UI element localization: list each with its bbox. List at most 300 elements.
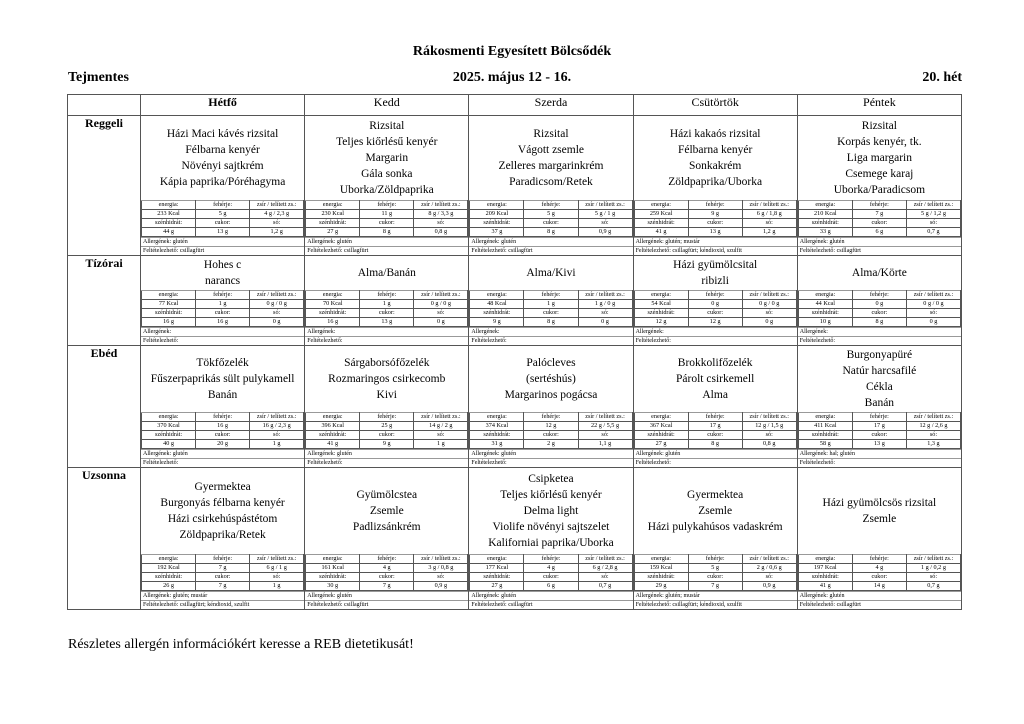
sugar-label: cukor: — [524, 219, 578, 228]
carb-value: 27 g — [306, 228, 360, 237]
salt-value: 0,7 g — [906, 228, 960, 237]
salt-value: 1 g — [250, 582, 304, 591]
possible-allergen-line: Feltételezhető: csillagfürt — [798, 600, 961, 609]
sugar-value: 8 g — [524, 228, 578, 237]
meal-row — [68, 256, 962, 346]
fat-label: zsír / telített zs.: — [578, 413, 632, 422]
nutrition-table — [798, 200, 961, 237]
carb-value: 29 g — [634, 582, 688, 591]
food-list — [798, 116, 961, 200]
protein-value: 1 g — [360, 300, 414, 309]
salt-value: 0,9 g — [742, 582, 796, 591]
nutrition-table — [798, 290, 961, 327]
energy-label: energia: — [634, 201, 688, 210]
nutrition-table — [469, 200, 632, 237]
fat-value: 5 g / 1,2 g — [906, 210, 960, 219]
energy-label: energia: — [634, 291, 688, 300]
protein-value: 1 g — [524, 300, 578, 309]
carb-value: 10 g — [798, 318, 852, 327]
allergen-line: Allergének: glutén — [469, 449, 632, 458]
food-list — [469, 468, 632, 554]
fat-value: 0 g / 0 g — [742, 300, 796, 309]
fat-label: zsír / telített zs.: — [742, 555, 796, 564]
protein-label: fehérje: — [196, 201, 250, 210]
menu-table — [67, 94, 962, 610]
energy-label: energia: — [470, 413, 524, 422]
food-item: Gyermektea — [194, 481, 251, 493]
protein-label: fehérje: — [196, 413, 250, 422]
possible-allergen-line: Feltételezhető: — [141, 336, 304, 345]
food-item: Sonkakrém — [688, 160, 742, 172]
footer-note: Részletes allergén információkért keresse a REB dietetikusát! — [68, 637, 414, 652]
carb-label: szénhidrát: — [142, 431, 196, 440]
protein-label: fehérje: — [688, 291, 742, 300]
food-item: Alma/Körte — [851, 267, 907, 279]
food-item: Banán — [207, 389, 238, 401]
sugar-value: 8 g — [688, 440, 742, 449]
possible-allergen-line: Feltételezhető: — [469, 336, 632, 345]
energy-label: energia: — [798, 291, 852, 300]
fat-value: 12 g / 2,6 g — [906, 422, 960, 431]
allergen-line: Allergének: glutén; mustár — [634, 237, 797, 246]
salt-label: só: — [250, 219, 304, 228]
allergen-line: Allergének: hal; glutén — [798, 449, 961, 458]
carb-label: szénhidrát: — [798, 431, 852, 440]
allergen-line: Allergének: glutén — [469, 591, 632, 600]
salt-value: 0,9 g — [578, 228, 632, 237]
salt-label: só: — [578, 431, 632, 440]
sugar-value: 13 g — [688, 228, 742, 237]
possible-allergen-line: Feltételezhető: — [305, 336, 468, 345]
possible-allergen-line: Feltételezhető: csillagfürt; kéndioxid, szulfit — [634, 600, 797, 609]
salt-value: 1,3 g — [906, 440, 960, 449]
food-item: Növényi sajtkrém — [181, 160, 264, 172]
food-item: Házi gyümölcsös rizsital — [822, 497, 937, 509]
fat-value: 12 g / 1,5 g — [742, 422, 796, 431]
protein-label: fehérje: — [852, 555, 906, 564]
date-range: 2025. május 12 - 16. — [452, 70, 572, 85]
sugar-label: cukor: — [196, 431, 250, 440]
menu-cell — [633, 256, 797, 346]
protein-label: fehérje: — [360, 201, 414, 210]
allergen-line: Allergének: glutén — [634, 449, 797, 458]
food-item: Zöldpaprika/Uborka — [668, 176, 763, 188]
protein-value: 17 g — [688, 422, 742, 431]
sugar-value: 9 g — [360, 440, 414, 449]
sugar-label: cukor: — [852, 573, 906, 582]
food-list — [469, 256, 632, 290]
sugar-value: 2 g — [524, 440, 578, 449]
protein-value: 9 g — [688, 210, 742, 219]
meal-row — [68, 468, 962, 610]
sugar-value: 16 g — [196, 318, 250, 327]
fat-value: 6 g / 2,8 g — [578, 564, 632, 573]
page-title: Rákosmenti Egyesített Bölcsődék — [412, 44, 612, 59]
food-item: Csipketea — [528, 473, 574, 485]
salt-value: 1 g — [414, 440, 468, 449]
food-item: Korpás kenyér, tk. — [837, 136, 922, 148]
food-item: Alma/Banán — [357, 267, 416, 279]
fat-value: 1 g / 0,2 g — [906, 564, 960, 573]
menu-cell — [305, 346, 469, 468]
fat-value: 22 g / 5,5 g — [578, 422, 632, 431]
protein-value: 7 g — [852, 210, 906, 219]
food-item: Kápia paprika/Póréhagyma — [159, 176, 286, 188]
fat-value: 0 g / 0 g — [414, 300, 468, 309]
sugar-value: 12 g — [688, 318, 742, 327]
fat-label: zsír / telített zs.: — [742, 413, 796, 422]
energy-label: energia: — [634, 413, 688, 422]
nutrition-table — [141, 290, 304, 327]
carb-value: 27 g — [634, 440, 688, 449]
food-list — [798, 346, 961, 412]
energy-value: 259 Kcal — [634, 210, 688, 219]
salt-value: 1 g — [250, 440, 304, 449]
sugar-label: cukor: — [360, 309, 414, 318]
carb-value: 58 g — [798, 440, 852, 449]
protein-label: fehérje: — [852, 291, 906, 300]
nutrition-table — [469, 290, 632, 327]
energy-label: energia: — [470, 201, 524, 210]
food-item: narancs — [205, 275, 241, 287]
menu-cell — [633, 468, 797, 610]
food-list — [305, 116, 468, 200]
fat-value: 0 g / 0 g — [250, 300, 304, 309]
salt-label: só: — [414, 309, 468, 318]
food-item: Fűszerpaprikás sült pulykamell — [150, 373, 295, 385]
energy-value: 396 Kcal — [306, 422, 360, 431]
food-item: Rizsital — [369, 120, 405, 132]
food-item: Margarin — [365, 152, 409, 164]
energy-value: 54 Kcal — [634, 300, 688, 309]
protein-value: 25 g — [360, 422, 414, 431]
energy-label: energia: — [142, 555, 196, 564]
carb-value: 30 g — [306, 582, 360, 591]
sugar-value: 13 g — [852, 440, 906, 449]
carb-label: szénhidrát: — [142, 573, 196, 582]
possible-allergen-line: Feltételezhető: — [141, 458, 304, 467]
protein-value: 16 g — [196, 422, 250, 431]
menu-cell — [633, 116, 797, 256]
allergen-line: Allergének: glutén; mustár — [141, 591, 304, 600]
salt-label: só: — [906, 431, 960, 440]
fat-value: 2 g / 0,6 g — [742, 564, 796, 573]
menu-cell — [141, 346, 305, 468]
fat-value: 1 g / 0 g — [578, 300, 632, 309]
sugar-label: cukor: — [688, 219, 742, 228]
allergen-line: Allergének: glutén — [798, 591, 961, 600]
allergen-line: Allergének: glutén — [305, 449, 468, 458]
energy-label: energia: — [142, 291, 196, 300]
energy-label: energia: — [798, 201, 852, 210]
salt-value: 0,7 g — [906, 582, 960, 591]
allergen-line: Allergének: glutén — [469, 237, 632, 246]
fat-label: zsír / telített zs.: — [578, 555, 632, 564]
food-item: ribizli — [701, 275, 729, 287]
food-item: Rizsital — [533, 128, 569, 140]
food-item: Uborka/Zöldpaprika — [339, 184, 434, 196]
fat-label: zsír / telített zs.: — [906, 291, 960, 300]
nutrition-table — [305, 200, 468, 237]
menu-cell — [141, 256, 305, 346]
carb-label: szénhidrát: — [798, 219, 852, 228]
sugar-label: cukor: — [196, 219, 250, 228]
salt-label: só: — [414, 219, 468, 228]
nutrition-table — [305, 554, 468, 591]
carb-label: szénhidrát: — [634, 309, 688, 318]
salt-value: 0 g — [742, 318, 796, 327]
protein-label: fehérje: — [688, 201, 742, 210]
protein-label: fehérje: — [852, 413, 906, 422]
food-list — [141, 468, 304, 554]
energy-value: 77 Kcal — [142, 300, 196, 309]
day-header: Szerda — [469, 95, 633, 116]
menu-cell — [797, 468, 961, 610]
menu-cell — [797, 116, 961, 256]
sugar-label: cukor: — [852, 309, 906, 318]
possible-allergen-line: Feltételezhető: csillagfürt — [305, 246, 468, 255]
food-item: Uborka/Paradicsom — [833, 184, 926, 196]
fat-value: 0 g / 0 g — [906, 300, 960, 309]
possible-allergen-line: Feltételezhető: csillagfürt; kéndioxid, szulfit — [141, 600, 304, 609]
nutrition-table — [305, 290, 468, 327]
sugar-label: cukor: — [360, 431, 414, 440]
possible-allergen-line: Feltételezhető: — [798, 336, 961, 345]
nutrition-table — [634, 200, 797, 237]
protein-value: 4 g — [852, 564, 906, 573]
protein-label: fehérje: — [360, 555, 414, 564]
allergen-line: Allergének: — [634, 327, 797, 336]
salt-label: só: — [578, 309, 632, 318]
possible-allergen-line: Feltételezhető: csillagfürt — [798, 246, 961, 255]
food-list — [141, 256, 304, 290]
food-item: Házi gyümölcsital — [673, 259, 758, 271]
protein-label: fehérje: — [688, 555, 742, 564]
salt-label: só: — [742, 219, 796, 228]
food-item: Alma/Kivi — [526, 267, 576, 279]
protein-label: fehérje: — [524, 413, 578, 422]
food-list — [634, 256, 797, 290]
food-list — [634, 346, 797, 412]
day-header: Csütörtök — [633, 95, 797, 116]
protein-value: 0 g — [688, 300, 742, 309]
menu-cell — [305, 468, 469, 610]
sugar-label: cukor: — [360, 573, 414, 582]
menu-cell — [633, 346, 797, 468]
salt-label: só: — [906, 219, 960, 228]
nutrition-table — [141, 554, 304, 591]
fat-value: 8 g / 3,3 g — [414, 210, 468, 219]
carb-label: szénhidrát: — [306, 219, 360, 228]
protein-value: 5 g — [196, 210, 250, 219]
menu-cell — [141, 468, 305, 610]
food-item: Alma — [702, 389, 728, 401]
food-item: Margarinos pogácsa — [504, 389, 598, 401]
fat-label: zsír / telített zs.: — [250, 413, 304, 422]
protein-label: fehérje: — [524, 555, 578, 564]
nutrition-table — [469, 554, 632, 591]
carb-value: 16 g — [306, 318, 360, 327]
food-item: Zsemle — [369, 505, 404, 517]
sugar-value: 8 g — [524, 318, 578, 327]
food-item: Házi kakaós rizsital — [669, 128, 761, 140]
allergen-line: Allergének: glutén — [305, 591, 468, 600]
salt-label: só: — [742, 573, 796, 582]
food-item: Burgonyapüré — [846, 349, 913, 361]
allergen-line: Allergének: — [141, 327, 304, 336]
protein-label: fehérje: — [524, 291, 578, 300]
sugar-label: cukor: — [688, 573, 742, 582]
carb-label: szénhidrát: — [634, 219, 688, 228]
sugar-label: cukor: — [524, 573, 578, 582]
carb-label: szénhidrát: — [306, 309, 360, 318]
food-item: Kivi — [376, 389, 397, 401]
fat-value: 4 g / 2,3 g — [250, 210, 304, 219]
menu-cell — [305, 256, 469, 346]
sugar-label: cukor: — [852, 219, 906, 228]
carb-label: szénhidrát: — [306, 431, 360, 440]
fat-value: 16 g / 2,3 g — [250, 422, 304, 431]
menu-cell — [797, 346, 961, 468]
food-item: Zsemle — [698, 505, 733, 517]
food-list — [141, 346, 304, 412]
sugar-value: 14 g — [852, 582, 906, 591]
fat-label: zsír / telített zs.: — [250, 555, 304, 564]
food-item: Kaliforniai paprika/Uborka — [488, 537, 614, 549]
salt-label: só: — [906, 309, 960, 318]
protein-label: fehérje: — [360, 413, 414, 422]
food-item: Violife növényi sajtszelet — [492, 521, 610, 533]
menu-cell — [469, 256, 633, 346]
energy-value: 374 Kcal — [470, 422, 524, 431]
carb-value: 31 g — [470, 440, 524, 449]
day-header: Hétfő — [141, 95, 305, 116]
fat-label: zsír / telített zs.: — [578, 201, 632, 210]
energy-value: 192 Kcal — [142, 564, 196, 573]
possible-allergen-line: Feltételezhető: — [469, 458, 632, 467]
protein-label: fehérje: — [196, 555, 250, 564]
food-list — [469, 346, 632, 412]
carb-label: szénhidrát: — [470, 219, 524, 228]
carb-value: 9 g — [470, 318, 524, 327]
energy-label: energia: — [306, 413, 360, 422]
energy-value: 210 Kcal — [798, 210, 852, 219]
allergen-line: Allergének: glutén; mustár — [634, 591, 797, 600]
sugar-value: 7 g — [688, 582, 742, 591]
salt-value: 0 g — [250, 318, 304, 327]
protein-label: fehérje: — [688, 413, 742, 422]
food-item: Házi pulykahúsos vadaskrém — [647, 521, 783, 533]
possible-allergen-line: Feltételezhető: — [634, 336, 797, 345]
allergen-line: Allergének: — [305, 327, 468, 336]
fat-label: zsír / telített zs.: — [414, 413, 468, 422]
energy-label: energia: — [798, 413, 852, 422]
food-item: Gála sonka — [361, 168, 413, 180]
fat-value: 6 g / 1 g — [250, 564, 304, 573]
carb-label: szénhidrát: — [798, 573, 852, 582]
energy-value: 230 Kcal — [306, 210, 360, 219]
energy-label: energia: — [470, 291, 524, 300]
menu-cell — [141, 116, 305, 256]
food-item: Teljes kiőrlésű kenyér — [500, 489, 602, 501]
fat-value: 6 g / 1,8 g — [742, 210, 796, 219]
food-item: Rozmaringos csirkecomb — [328, 373, 446, 385]
carb-label: szénhidrát: — [634, 573, 688, 582]
fat-label: zsír / telített zs.: — [578, 291, 632, 300]
nutrition-table — [141, 200, 304, 237]
sugar-label: cukor: — [852, 431, 906, 440]
salt-value: 0,8 g — [414, 228, 468, 237]
food-item: Paradicsom/Retek — [509, 176, 593, 188]
food-list — [305, 256, 468, 290]
sugar-value: 7 g — [196, 582, 250, 591]
carb-value: 41 g — [634, 228, 688, 237]
possible-allergen-line: Feltételezhető: csillagfürt; kéndioxid, szulfit — [634, 246, 797, 255]
carb-value: 44 g — [142, 228, 196, 237]
fat-label: zsír / telített zs.: — [906, 201, 960, 210]
meal-name: Uzsonna — [68, 468, 141, 610]
energy-value: 177 Kcal — [470, 564, 524, 573]
salt-label: só: — [414, 431, 468, 440]
fat-label: zsír / telített zs.: — [906, 555, 960, 564]
food-item: Burgonyás félbarna kenyér — [160, 497, 285, 509]
carb-value: 41 g — [798, 582, 852, 591]
allergen-line: Allergének: — [798, 327, 961, 336]
nutrition-table — [798, 554, 961, 591]
carb-label: szénhidrát: — [470, 309, 524, 318]
food-item: Félbarna kenyér — [185, 144, 260, 156]
nutrition-table — [634, 554, 797, 591]
food-item: Tökfőzelék — [196, 357, 249, 369]
carb-value: 16 g — [142, 318, 196, 327]
salt-label: só: — [414, 573, 468, 582]
food-item: Padlizsánkrém — [352, 521, 421, 533]
menu-cell — [469, 468, 633, 610]
protein-value: 12 g — [524, 422, 578, 431]
energy-value: 70 Kcal — [306, 300, 360, 309]
energy-value: 209 Kcal — [470, 210, 524, 219]
sugar-value: 6 g — [852, 228, 906, 237]
salt-label: só: — [250, 309, 304, 318]
food-item: Gyermektea — [687, 489, 744, 501]
carb-label: szénhidrát: — [470, 431, 524, 440]
food-item: Natúr harcsafilé — [842, 365, 917, 377]
energy-value: 197 Kcal — [798, 564, 852, 573]
protein-value: 1 g — [196, 300, 250, 309]
carb-label: szénhidrát: — [470, 573, 524, 582]
carb-value: 12 g — [634, 318, 688, 327]
food-item: Zöldpaprika/Retek — [179, 529, 266, 541]
fat-label: zsír / telített zs.: — [250, 201, 304, 210]
food-item: Gyümölcstea — [356, 489, 418, 501]
nutrition-table — [634, 412, 797, 449]
food-item: Sárgaborsófőzelék — [344, 357, 430, 369]
sugar-value: 8 g — [852, 318, 906, 327]
salt-value: 0,9 g — [414, 582, 468, 591]
sugar-value: 13 g — [360, 318, 414, 327]
food-item: Félbarna kenyér — [677, 144, 753, 156]
meal-name: Ebéd — [68, 346, 141, 468]
sugar-label: cukor: — [196, 573, 250, 582]
salt-label: só: — [250, 431, 304, 440]
food-item: Zelleres margarinkrém — [498, 160, 604, 172]
energy-label: energia: — [634, 555, 688, 564]
food-item: Teljes kiőrlésű kenyér — [336, 136, 438, 148]
nutrition-table — [141, 412, 304, 449]
carb-label: szénhidrát: — [306, 573, 360, 582]
possible-allergen-line: Feltételezhető: csillagfürt — [305, 600, 468, 609]
menu-cell — [797, 256, 961, 346]
